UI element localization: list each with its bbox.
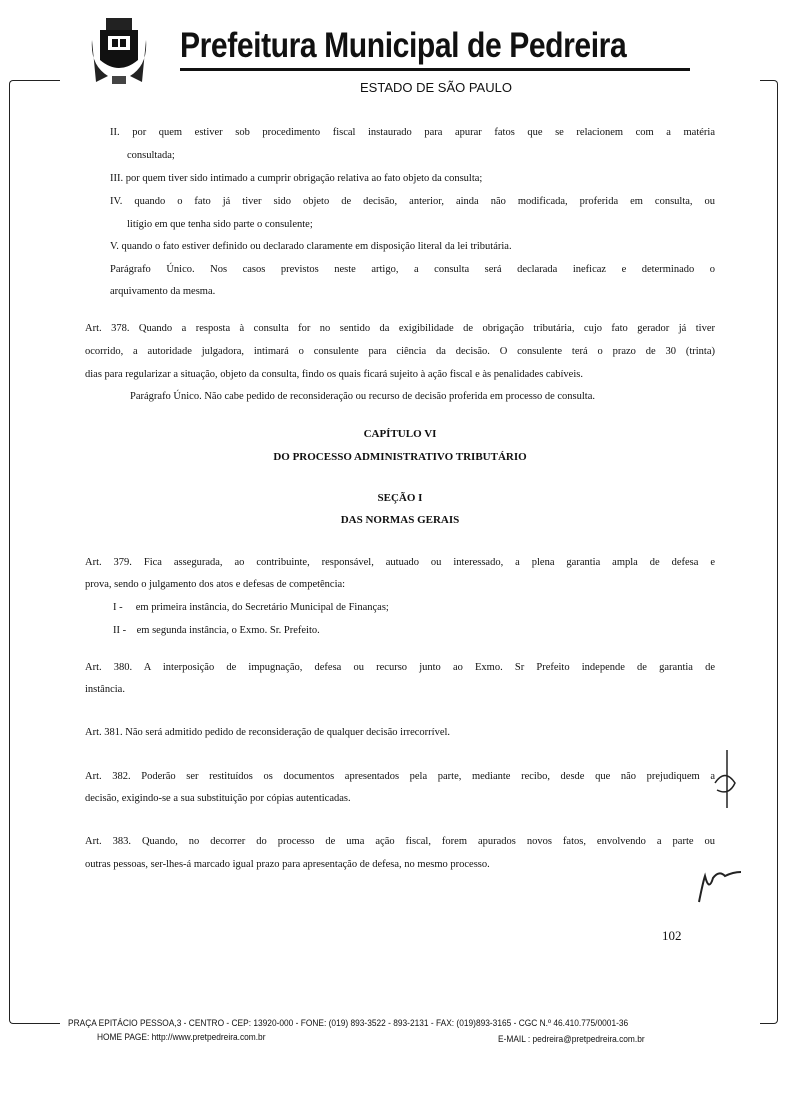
footer-homepage: HOME PAGE: http://www.pretpedreira.com.br — [97, 1032, 266, 1043]
item-iv: IV. quando o fato já tiver sido objeto de decisão, anterior, ainda não modificada, proferida em consulta, ou — [110, 196, 715, 207]
art-378-l3: dias para regularizar a situação, objeto da consulta, findo os quais ficará sujeito à ação fiscal e às penalidades cabíveis. — [85, 369, 583, 380]
art-378-l2: ocorrido, a autoridade julgadora, intimará o consulente para ciência da decisão. O consulente terá o prazo de 30 (trinta) — [85, 346, 715, 357]
item-ii-cont: consultada; — [127, 150, 175, 161]
art-378: Art. 378. Quando a resposta à consulta for no sentido da exigibilidade de obrigação tributária, cujo fato gerador já tiver — [85, 323, 715, 334]
item-v: V. quando o fato estiver definido ou declarado claramente em disposição literal da lei tributária. — [110, 241, 512, 252]
paragrafo-unico-377: Parágrafo Único. Nos casos previstos neste artigo, a consulta será declarada ineficaz e determinado o — [110, 264, 715, 275]
chapter-title: DO PROCESSO ADMINISTRATIVO TRIBUTÁRIO — [273, 451, 527, 463]
art-382: Art. 382. Poderão ser restituídos os documentos apresentados pela parte, mediante recibo, desde que não prejudiquem a — [85, 771, 715, 782]
page-border-left — [9, 80, 60, 1024]
art-383: Art. 383. Quando, no decorrer do processo de uma ação fiscal, forem apurados novos fatos, envolvendo a parte ou — [85, 836, 715, 847]
title-underline — [180, 68, 690, 71]
footer-email: E-MAIL : pedreira@pretpedreira.com.br — [498, 1034, 645, 1045]
footer-address: PRAÇA EPITÁCIO PESSOA,3 - CENTRO - CEP: 13920-000 - FONE: (019) 893-3522 - 893-2131 - FAX: (019)893-3165 - CGC N.º 46.410.775/0001-36 — [68, 1018, 629, 1029]
section-heading: SEÇÃO I — [377, 492, 423, 504]
art-379-item-ii: II - em segunda instância, o Exmo. Sr. Prefeito. — [113, 625, 320, 636]
item-ii: II. por quem estiver sob procedimento fiscal instaurado para apurar fatos que se relacionem com a matéria — [110, 127, 715, 138]
initials-signature-icon — [695, 862, 745, 907]
item-iii: III. por quem tiver sido intimado a cumprir obrigação relativa ao fato objeto da consulta; — [110, 173, 483, 184]
art-380: Art. 380. A interposição de impugnação, defesa ou recurso junto ao Exmo. Sr Prefeito independe de garantia de — [85, 662, 715, 673]
art-378-paragrafo: Parágrafo Único. Não cabe pedido de reconsideração ou recurso de decisão proferida em processo de consulta. — [130, 391, 596, 402]
item-iv-cont: litígio em que tenha sido parte o consulente; — [127, 219, 313, 230]
art-382-l2: decisão, exigindo-se a sua substituição por cópias autenticadas. — [85, 793, 351, 804]
section-title: DAS NORMAS GERAIS — [340, 514, 460, 526]
page-border-right — [760, 80, 778, 1024]
margin-signature-icon — [705, 748, 745, 813]
municipal-crest-icon — [88, 10, 150, 88]
art-383-l2: outras pessoas, ser-lhes-á marcado igual prazo para apresentação de defesa, no mesmo processo. — [85, 859, 490, 870]
header-title: Prefeitura Municipal de Pedreira — [180, 26, 627, 65]
art-381: Art. 381. Não será admitido pedido de reconsideração de qualquer decisão irrecorrível. — [85, 727, 451, 738]
paragrafo-unico-377-cont: arquivamento da mesma. — [110, 286, 216, 297]
page-number: 102 — [662, 928, 682, 943]
art-379-l2: prova, sendo o julgamento dos atos e defesas de competência: — [85, 579, 346, 590]
art-379-item-i: I - em primeira instância, do Secretário Municipal de Finanças; — [113, 602, 389, 613]
chapter-heading: CAPÍTULO VI — [363, 428, 437, 440]
art-379: Art. 379. Fica assegurada, ao contribuinte, responsável, autuado ou interessado, a plena garantia ampla de defesa e — [85, 557, 715, 568]
header-subtitle: ESTADO DE SÃO PAULO — [360, 80, 512, 95]
art-380-l2: instância. — [85, 684, 125, 695]
